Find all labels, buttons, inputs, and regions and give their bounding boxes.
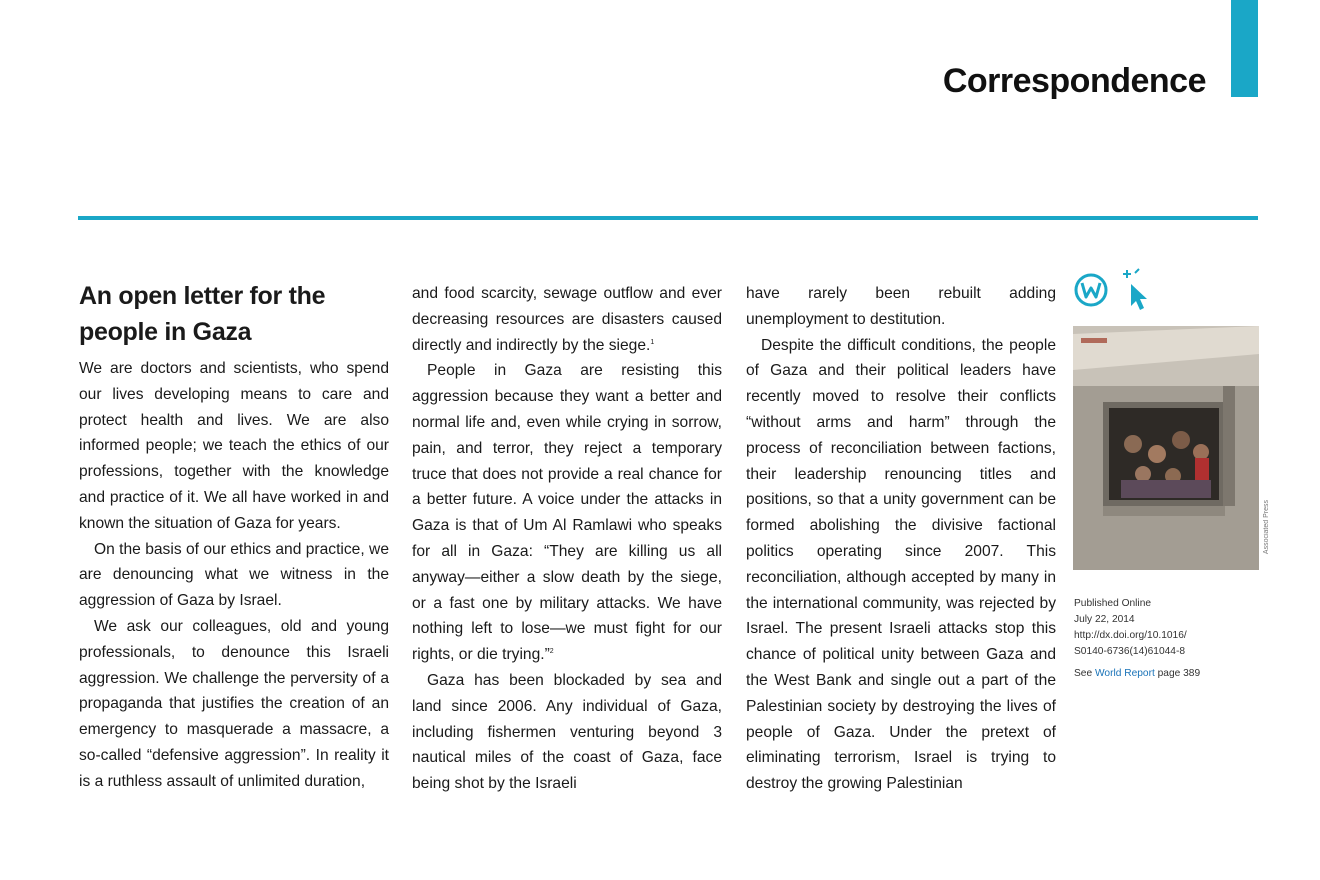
paragraph [412, 281, 722, 358]
paragraph: Despite the difficult conditions, the people of Gaza and their political leaders have recently moved to resolve their conflicts “without arms and harm” through the process of reconciliation between factions, their leadership renouncing titles and positions, so that a unity government can be formed abolishing the divisive factional politics operating since 2007. This reconciliation, although accepted by many in the international community, was rejected by Israel. The present Israeli attacks stop this chance of political unity between Gaza and the West Bank and single out a part of the Palestinian society by destroying the lives of people of Gaza. Under the pretext of eliminating terrorism, Israel is trying to destroy the growing Palestinian [746, 336, 1056, 793]
photo-credit: Associated Press [1263, 500, 1270, 555]
paragraph [412, 358, 722, 668]
published-date: July 22, 2014 [1074, 614, 1135, 625]
paragraph: We are doctors and scientists, who spend our lives developing means to care and protect health and lives. We are also informed people; we teach the ethics of our professions, together with the knowledge and practice of it. We all have worked in and known the situation of Gaza for years. [79, 360, 389, 532]
see-prefix: See [1074, 668, 1095, 679]
reference-marker[interactable]: 2 [549, 647, 554, 655]
paragraph: We ask our colleagues, old and young professionals, to denounce this Israeli aggression. We challenge the perversity of a propaganda that justifies the creation of an emergency to masquerade a massacre, a so-called “defensive aggression”. In reality it is a ruthless assault of unlimited duration, [79, 617, 389, 790]
article-photo [1073, 326, 1259, 570]
article-column-3 [746, 281, 1056, 797]
article-column-1 [79, 278, 389, 795]
section-title: Correspondence [942, 62, 1206, 100]
article-column-2 [412, 281, 722, 797]
section-accent-bar [1231, 0, 1258, 97]
cursor-icon[interactable] [1123, 269, 1147, 310]
paragraph-text: People in Gaza are resisting this aggression because they want a better and normal life and, even while crying in sorrow, pain, and terror, they reject a temporary truce that does not provide a real chance for a better future. A voice under the attacks in Gaza is that of Um Al Ramlawi who speaks for all in Gaza: “They are killing us all anyway—either a slow death by the siege, or a fast one by military attacks. We have nothing left to lose—we must fight for our rights, or die trying.” [412, 362, 722, 664]
doi-link-continued[interactable]: S0140-6736(14)61044-8 [1074, 646, 1186, 657]
sidebar-icons [1073, 266, 1163, 314]
article-title: An open letter for the people in Gaza [79, 282, 326, 346]
web-first-icon[interactable] [1076, 275, 1106, 305]
published-label: Published Online [1074, 598, 1152, 609]
paragraph: Gaza has been blockaded by sea and land since 2006. Any individual of Gaza, including fishermen venturing beyond 3 nautical miles of the coast of Gaza, face being shot by the Israeli [412, 671, 722, 793]
see-also [1074, 666, 1259, 682]
paragraph-text: and food scarcity, sewage outflow and ever decreasing resources are disasters caused directly and indirectly by the siege. [412, 285, 722, 354]
header-rule [78, 216, 1258, 220]
reference-marker[interactable]: 1 [650, 338, 655, 346]
paragraph: have rarely been rebuilt adding unemployment to destitution. [746, 285, 1056, 328]
doi-link[interactable]: http://dx.doi.org/10.1016/ [1074, 630, 1187, 641]
publication-meta [1074, 596, 1259, 682]
see-suffix: page 389 [1154, 668, 1201, 679]
world-report-link[interactable]: World Report [1094, 668, 1155, 679]
paragraph: On the basis of our ethics and practice, we are denouncing what we witness in the aggression of Gaza by Israel. [79, 540, 389, 610]
